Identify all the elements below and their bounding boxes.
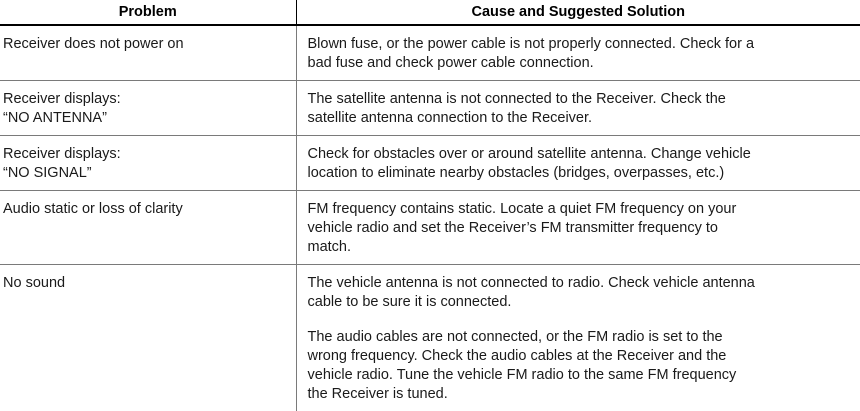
solution-text: wrong frequency. Check the audio cables at the Receiver and the: [308, 347, 853, 366]
problem-text: No sound: [3, 274, 292, 293]
solution-cell: [296, 136, 860, 191]
problem-text: Receiver displays:: [3, 145, 292, 164]
problem-text: Receiver displays:: [3, 90, 292, 109]
solution-paragraph: [308, 274, 853, 312]
table-body: [0, 25, 860, 411]
solution-text: vehicle radio. Tune the vehicle FM radio to the same FM frequency: [308, 366, 853, 385]
solution-text: The vehicle antenna is not connected to radio. Check vehicle antenna: [308, 274, 853, 293]
problem-cell: [0, 25, 296, 81]
problem-cell: [0, 191, 296, 265]
table-row: [0, 81, 860, 136]
solution-text: vehicle radio and set the Receiver’s FM transmitter frequency to: [308, 219, 853, 238]
problem-cell: [0, 265, 296, 411]
table-row: [0, 25, 860, 81]
solution-text: bad fuse and check power cable connection.: [308, 54, 853, 73]
solution-paragraph: [308, 200, 853, 257]
problem-text: Audio static or loss of clarity: [3, 200, 292, 219]
solution-cell: [296, 81, 860, 136]
table-header: [0, 0, 860, 25]
solution-cell: [296, 25, 860, 81]
table-row: [0, 265, 860, 411]
solution-text: satellite antenna connection to the Receiver.: [308, 109, 853, 128]
table-row: [0, 191, 860, 265]
table-row: [0, 136, 860, 191]
header-row: [0, 0, 860, 25]
solution-text: The satellite antenna is not connected to the Receiver. Check the: [308, 90, 853, 109]
header-cause-solution: Cause and Suggested Solution: [296, 0, 860, 25]
solution-paragraph: [308, 35, 853, 73]
solution-text: match.: [308, 238, 853, 257]
problem-cell: [0, 136, 296, 191]
header-problem: Problem: [0, 0, 296, 25]
problem-text: “NO ANTENNA”: [3, 109, 292, 128]
solution-text: location to eliminate nearby obstacles (bridges, overpasses, etc.): [308, 164, 853, 183]
solution-text: the Receiver is tuned.: [308, 385, 853, 404]
problem-cell: [0, 81, 296, 136]
solution-text: The audio cables are not connected, or the FM radio is set to the: [308, 328, 853, 347]
solution-paragraph: [308, 145, 853, 183]
problem-text: Receiver does not power on: [3, 35, 292, 54]
solution-cell: [296, 191, 860, 265]
solution-text: Check for obstacles over or around satellite antenna. Change vehicle: [308, 145, 853, 164]
solution-cell: [296, 265, 860, 411]
solution-text: FM frequency contains static. Locate a quiet FM frequency on your: [308, 200, 853, 219]
solution-paragraph: [308, 90, 853, 128]
problem-text: “NO SIGNAL”: [3, 164, 292, 183]
solution-text: cable to be sure it is connected.: [308, 293, 853, 312]
solution-text: Blown fuse, or the power cable is not properly connected. Check for a: [308, 35, 853, 54]
solution-paragraph: [308, 328, 853, 404]
